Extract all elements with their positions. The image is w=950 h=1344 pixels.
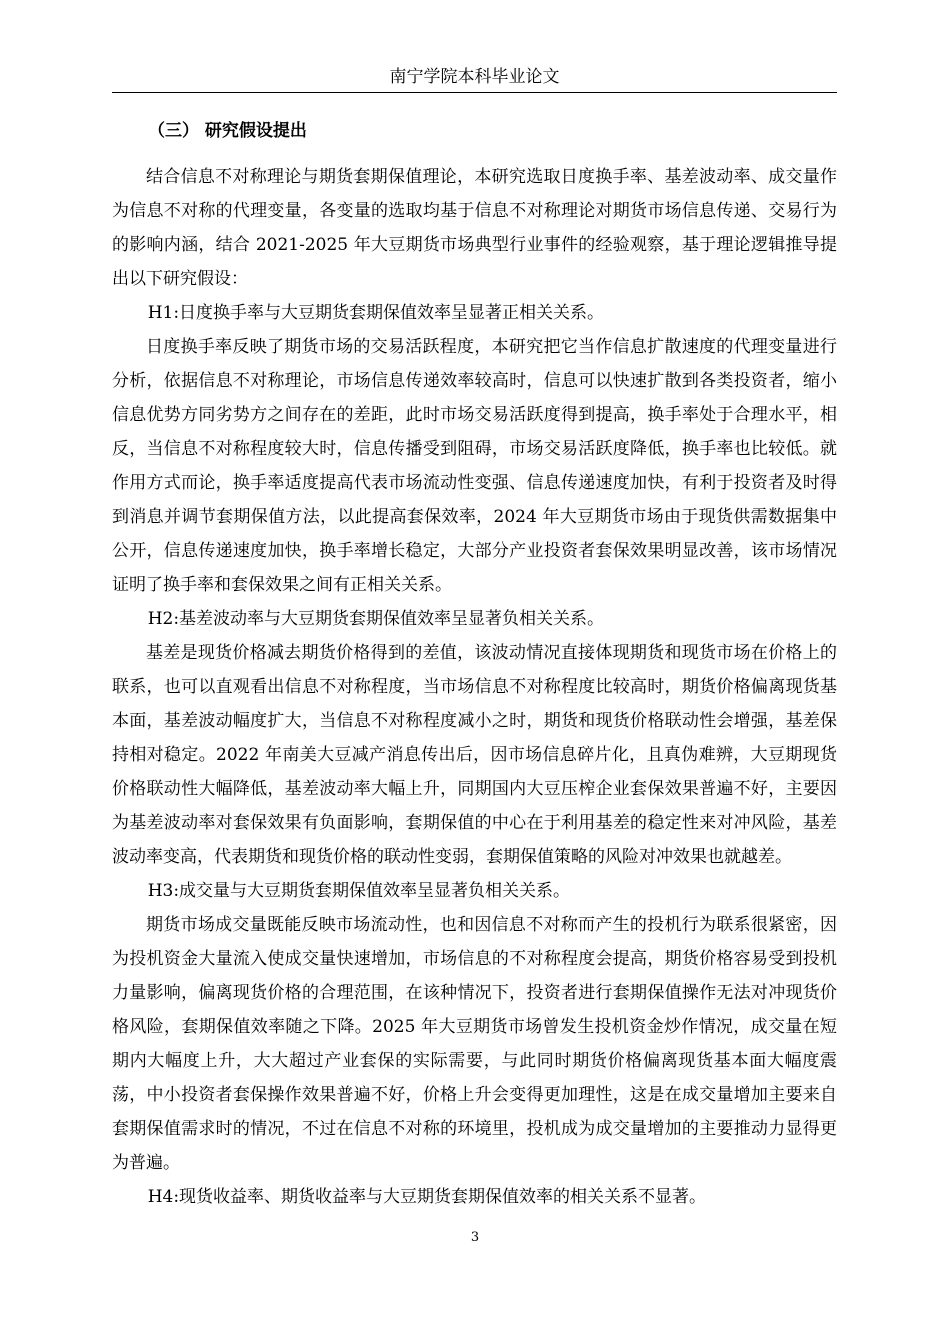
page-number: 3 <box>470 1230 480 1245</box>
header-divider <box>112 92 837 93</box>
h2-explanation-paragraph: 基差是现货价格减去期货价格得到的差值，该波动情况直接体现期货和现货市场在价格上的联系，也可以直观看出信息不对称程度，当市场信息不对称程度比较高时，期货价格偏离现货基本面，基差波动幅度扩大，当信息不对称程度减小之时，期货和现货价格联动性会增强，基差保持相对稳定。2022 年南美大豆减产消息传出后，因市场信息碎片化，且真伪难辨，大豆期现货价格联动性大幅降低，基差波动率大幅上升，同期国内大豆压榨企业套保效果普遍不好，主要因为基差波动率对套保效果有负面影响，套期保值的中心在于利用基差的稳定性来对冲风险，基差波动率变高，代表期货和现货价格的联动性变弱，套期保值策略的风险对冲效果也就越差。 <box>112 643 837 867</box>
h3-explanation-paragraph: 期货市场成交量既能反映市场流动性，也和因信息不对称而产生的投机行为联系很紧密，因为投机资金大量流入使成交量快速增加，市场信息的不对称程度会提高，期货价格容易受到投机力量影响，偏离现货价格的合理范围，在该种情况下，投资者进行套期保值操作无法对冲现货价格风险，套期保值效率随之下降。2025 年大豆期货市场曾发生投机资金炒作情况，成交量在短期内大幅度上升，大大超过产业套保的实际需要，与此同时期货价格偏离现货基本面大幅度震荡，中小投资者套保操作效果普遍不好，价格上升会变得更加理性，这是在成交量增加主要来自套期保值需求时的情况，不过在信息不对称的环境里，投机成为成交量增加的主要推动力显得更为普遍。 <box>112 915 837 1173</box>
intro-paragraph: 结合信息不对称理论与期货套期保值理论，本研究选取日度换手率、基差波动率、成交量作为信息不对称的代理变量，各变量的选取均基于信息不对称理论对期货市场信息传递、交易行为的影响内涵，结合 2021-2025 年大豆期货市场典型行业事件的经验观察，基于理论逻辑推导提出以下研究假设： <box>112 167 837 289</box>
hypothesis-h1: H1:日度换手率与大豆期货套期保值效率呈显著正相关关系。 <box>147 303 605 323</box>
section-heading: （三） 研究假设提出 <box>148 121 307 141</box>
running-header-title: 南宁学院本科毕业论文 <box>389 67 560 87</box>
hypothesis-h3: H3:成交量与大豆期货套期保值效率呈显著负相关关系。 <box>147 881 571 901</box>
body-text <box>112 160 837 1214</box>
hypothesis-h4: H4:现货收益率、期货收益率与大豆期货套期保值效率的相关关系不显著。 <box>147 1187 707 1207</box>
h1-explanation-paragraph: 日度换手率反映了期货市场的交易活跃程度，本研究把它当作信息扩散速度的代理变量进行分析，依据信息不对称理论，市场信息传递效率较高时，信息可以快速扩散到各类投资者，缩小信息优势方同劣势方之间存在的差距，此时市场交易活跃度得到提高，换手率处于合理水平，相反，当信息不对称程度较大时，信息传播受到阻碍，市场交易活跃度降低，换手率也比较低。就作用方式而论，换手率适度提高代表市场流动性变强、信息传递速度加快，有利于投资者及时得到消息并调节套期保值方法，以此提高套保效率，2024 年大豆期货市场由于现货供需数据集中公开，信息传递速度加快，换手率增长稳定，大部分产业投资者套保效果明显改善，该市场情况证明了换手率和套保效果之间有正相关关系。 <box>112 337 837 595</box>
hypothesis-h2: H2:基差波动率与大豆期货套期保值效率呈显著负相关关系。 <box>147 609 605 629</box>
